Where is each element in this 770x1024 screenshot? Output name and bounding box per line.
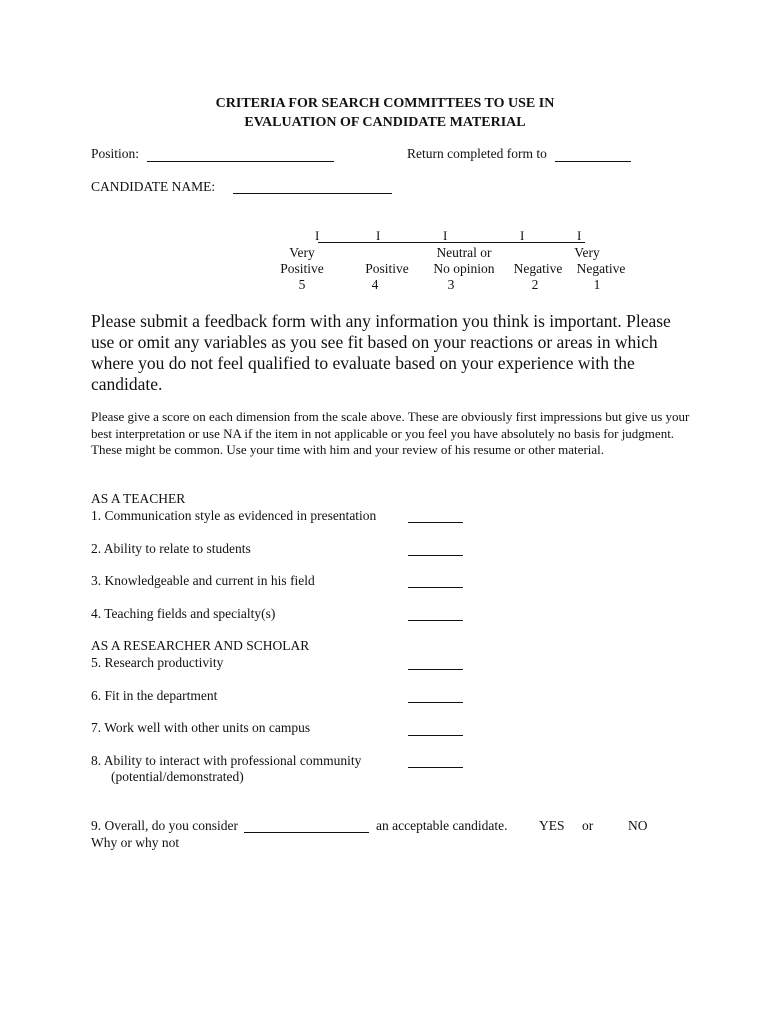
overall-question-suffix: an acceptable candidate. [376, 818, 508, 833]
intro-instructions-large: Please submit a feedback form with any information you think is important. Please use or omit any variables as you see fit based on your reactions or areas in which where you do not feel qualified to evaluate based on your experience with the candidate. [91, 311, 671, 394]
scale-5-label: Positive [280, 261, 324, 276]
scale-3-label: No opinion [433, 261, 495, 276]
scale-tick-3: I [443, 228, 448, 243]
teacher-section-heading: AS A TEACHER [91, 491, 186, 506]
scale-2-label: Negative [513, 261, 563, 276]
scale-1-top: Very [574, 245, 600, 260]
criterion-8-sublabel: (potential/demonstrated) [111, 769, 244, 784]
scale-tick-2: I [520, 228, 525, 243]
scale-3-value: 3 [447, 277, 455, 292]
criterion-4-score-field[interactable] [408, 620, 463, 621]
scale-4-value: 4 [371, 277, 379, 292]
criterion-5-score-field[interactable] [408, 669, 463, 670]
position-field[interactable] [147, 161, 334, 162]
overall-consider-field[interactable] [244, 832, 369, 833]
scale-5-top: Very [289, 245, 315, 260]
no-option[interactable]: NO [628, 818, 648, 833]
criterion-1-label: 1. Communication style as evidenced in presentation [91, 508, 377, 523]
criterion-6-score-field[interactable] [408, 702, 463, 703]
scale-2-value: 2 [531, 277, 539, 292]
scale-1-value: 1 [593, 277, 601, 292]
scale-tick-1: I [577, 228, 582, 243]
criterion-6-label: 6. Fit in the department [91, 688, 218, 703]
criterion-4-label: 4. Teaching fields and specialty(s) [91, 606, 276, 621]
scale-1-label: Negative [576, 261, 626, 276]
criterion-2-label: 2. Ability to relate to students [91, 541, 251, 556]
or-label: or [582, 818, 594, 833]
scale-4-label: Positive [365, 261, 409, 276]
criterion-8-score-field[interactable] [408, 767, 463, 768]
yes-option[interactable]: YES [539, 818, 565, 833]
scale-tick-4: I [376, 228, 381, 243]
criterion-7-label: 7. Work well with other units on campus [91, 720, 311, 735]
overall-question-label: 9. Overall, do you consider [91, 818, 238, 833]
return-to-field[interactable] [555, 161, 631, 162]
candidate-name-field[interactable] [233, 193, 392, 194]
scale-5-value: 5 [298, 277, 306, 292]
form-title-line-2: EVALUATION OF CANDIDATE MATERIAL [244, 115, 526, 130]
criterion-2-score-field[interactable] [408, 555, 463, 556]
criterion-5-label: 5. Research productivity [91, 655, 224, 670]
intro-instructions-small: Please give a score on each dimension from the scale above. These are obviously first impressions but give us your best interpretation or use NA if the item in not applicable or you feel you have absolutely no basis for judgment. These might be common. Use your time with him and your review of his resume or other material. [91, 409, 690, 457]
researcher-section-heading: AS A RESEARCHER AND SCHOLAR [91, 638, 310, 653]
criterion-3-label: 3. Knowledgeable and current in his field [91, 573, 315, 588]
why-or-why-not-label: Why or why not [91, 835, 180, 850]
criterion-3-score-field[interactable] [408, 587, 463, 588]
scale-axis-line [318, 242, 585, 243]
criterion-8-label: 8. Ability to interact with professional community [91, 753, 362, 768]
candidate-name-label: CANDIDATE NAME: [91, 179, 216, 194]
form-title-line-1: CRITERIA FOR SEARCH COMMITTEES TO USE IN [215, 96, 555, 111]
position-label: Position: [91, 146, 140, 161]
criterion-1-score-field[interactable] [408, 522, 463, 523]
scale-tick-5: I [315, 228, 320, 243]
scale-3-top: Neutral or [436, 245, 492, 260]
return-form-label: Return completed form to [407, 146, 547, 161]
criterion-7-score-field[interactable] [408, 735, 463, 736]
